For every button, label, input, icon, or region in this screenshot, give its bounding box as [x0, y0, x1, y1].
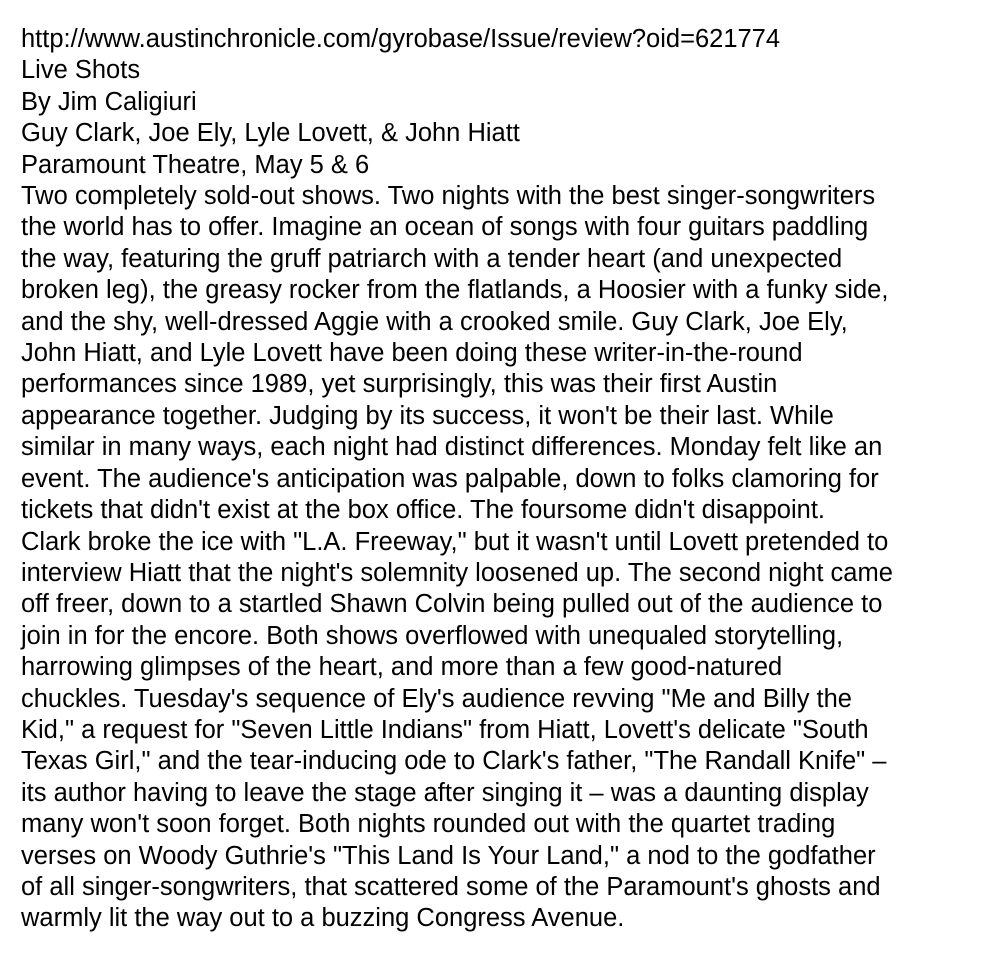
body-line: the world has to offer. Imagine an ocean of songs with four guitars paddling: [21, 213, 869, 242]
body-line: Texas Girl," and the tear-inducing ode to Clark's father, "The Randall Knife" –: [21, 747, 887, 776]
body-line: performances since 1989, yet surprisingly, this was their first Austin: [21, 370, 778, 399]
artists-heading: Guy Clark, Joe Ely, Lyle Lovett, & John Hiatt: [21, 119, 520, 148]
body-line: John Hiatt, and Lyle Lovett have been doing these writer-in-the-round: [21, 339, 803, 368]
body-line: join in for the encore. Both shows overflowed with unequaled storytelling,: [21, 621, 844, 650]
source-url: http://www.austinchronicle.com/gyrobase/Issue/review?oid=621774: [21, 25, 781, 53]
body-line: many won't soon forget. Both nights rounded out with the quartet trading: [21, 810, 836, 839]
body-line: similar in many ways, each night had distinct differences. Monday felt like an: [21, 433, 883, 462]
byline: By Jim Caligiuri: [21, 87, 197, 116]
section-title: Live Shots: [21, 56, 141, 85]
body-line: off freer, down to a startled Shawn Colvin being pulled out of the audience to: [21, 590, 883, 619]
body-line: verses on Woody Guthrie's "This Land Is Your Land," a nod to the godfather: [21, 841, 876, 870]
body-line: interview Hiatt that the night's solemnity loosened up. The second night came: [21, 558, 893, 587]
body-line: tickets that didn't exist at the box office. The foursome didn't disappoint.: [21, 496, 826, 525]
body-line: of all singer-songwriters, that scattered some of the Paramount's ghosts and: [21, 872, 881, 901]
body-line: event. The audience's anticipation was palpable, down to folks clamoring for: [21, 464, 879, 493]
body-line: Kid," a request for "Seven Little Indians" from Hiatt, Lovett's delicate "South: [21, 715, 869, 744]
body-line: appearance together. Judging by its success, it won't be their last. While: [21, 401, 834, 430]
body-line: chuckles. Tuesday's sequence of Ely's audience revving "Me and Billy the: [21, 684, 852, 713]
review-body: [21, 181, 976, 935]
body-line: and the shy, well-dressed Aggie with a crooked smile. Guy Clark, Joe Ely,: [21, 307, 848, 336]
body-line: warmly lit the way out to a buzzing Congress Avenue.: [21, 904, 625, 933]
body-line: the way, featuring the gruff patriarch with a tender heart (and unexpected: [21, 244, 843, 273]
document: [21, 24, 976, 935]
body-line: broken leg), the greasy rocker from the flatlands, a Hoosier with a funky side,: [21, 276, 889, 305]
body-line: Two completely sold-out shows. Two nights with the best singer-songwriters: [21, 182, 876, 211]
body-line: its author having to leave the stage after singing it – was a daunting display: [21, 778, 869, 807]
venue-date: Paramount Theatre, May 5 & 6: [21, 150, 370, 179]
body-line: harrowing glimpses of the heart, and more than a few good-natured: [21, 653, 783, 682]
body-line: Clark broke the ice with "L.A. Freeway," but it wasn't until Lovett pretended to: [21, 527, 889, 556]
